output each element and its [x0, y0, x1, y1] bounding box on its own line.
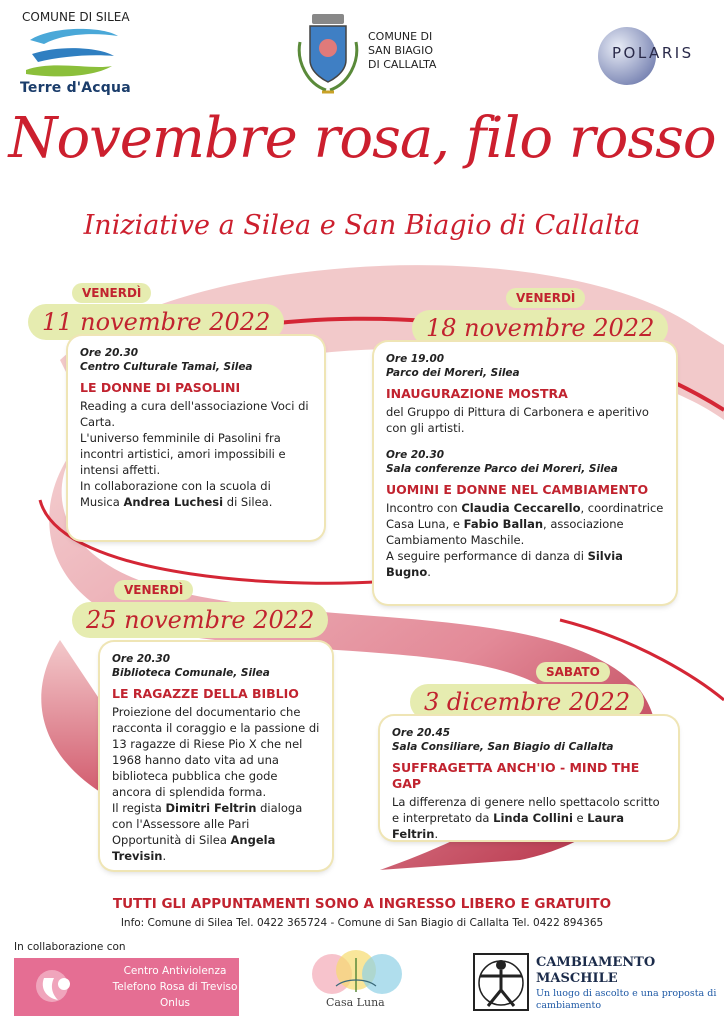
telefono-rosa-icon [30, 964, 90, 1010]
event1-title: LE DONNE DI PASOLINI [80, 380, 241, 395]
polaris-name: POLARIS [612, 44, 694, 62]
centro-antiviolenza-text: Centro Antiviolenza Telefono Rosa di Treviso Onlus [112, 965, 238, 1009]
event1-day: VENERDÌ [72, 283, 151, 303]
event2a-desc: del Gruppo di Pittura di Carbonera e aperitivo con gli artisti. [386, 405, 649, 435]
silea-name: COMUNE DI SILEA [22, 10, 130, 24]
casa-luna-name: Casa Luna [326, 996, 385, 1009]
event1-venue: Centro Culturale Tamai, Silea [80, 361, 253, 373]
event4-day: SABATO [536, 662, 610, 682]
event3-desc: Proiezione del documentario che racconta il coraggio e la passione di 13 ragazze di Riese Pio X che nel 1968 hanno dato vita ad una biblioteca pubblica che gode ancora di splendida forma. [112, 705, 320, 799]
event2a-time: Ore 19.00 [386, 353, 445, 365]
casa-luna-logo [296, 948, 418, 1000]
event2a-venue: Parco dei Moreri, Silea [386, 367, 520, 379]
event2b-title: UOMINI E DONNE NEL CAMBIAMENTO [386, 482, 649, 497]
sub-title: Iniziative a Silea e San Biagio di Callalta [83, 210, 641, 241]
event1-desc: In collaborazione con la scuola di Musica Andrea Luchesi di Silea. [80, 479, 273, 509]
event2b-time: Ore 20.30 [386, 449, 445, 461]
info-contacts: Info: Comune di Silea Tel. 0422 365724 - Comune di San Biagio di Callalta Tel. 0422 894365 [120, 917, 604, 929]
event3-day: VENERDÌ [114, 580, 193, 600]
event2-card [374, 342, 676, 604]
event4-desc: La differenza di genere nello spettacolo scritto e interpretato da Linda Collini e Laura Feltrin. [392, 795, 660, 841]
event2-day: VENERDÌ [506, 288, 585, 308]
event3-time: Ore 20.30 [112, 653, 171, 665]
event2b-desc: Incontro con Claudia Ceccarello, coordinatrice Casa Luna, e Fabio Ballan, associazione Cambiamento Maschile. [386, 501, 664, 547]
cambiamento-maschile-subtitle: Un luogo di ascolto e una proposta di cambiamento [536, 988, 717, 1011]
free-entry-notice: TUTTI GLI APPUNTAMENTI SONO A INGRESSO LIBERO E GRATUITO [112, 896, 612, 912]
event3-venue: Biblioteca Comunale, Silea [112, 667, 270, 679]
san-biagio-name: COMUNE DI SAN BIAGIO DI CALLALTA [368, 30, 437, 71]
event1-date: 11 novembre 2022 [28, 304, 284, 340]
terre-dacqua-text: Terre d'Acqua [20, 80, 131, 96]
san-biagio-crest-icon [296, 12, 360, 98]
vitruvian-man-icon [472, 952, 530, 1012]
collab-label: In collaborazione con [14, 941, 126, 953]
event4-time: Ore 20.45 [392, 727, 451, 739]
event3-title: LE RAGAZZE DELLA BIBLIO [112, 686, 299, 701]
cambiamento-maschile-title: CAMBIAMENTO MASCHILE [536, 955, 656, 986]
event3-desc: Il regista Dimitri Feltrin dialoga con l'Assessore alle Pari Opportunità di Silea Angela Trevisin. [112, 801, 303, 863]
event4-title: SUFFRAGETTA ANCH'IO - MIND THE GAP [392, 760, 640, 791]
event1-time: Ore 20.30 [80, 347, 139, 359]
event2a-title: INAUGURAZIONE MOSTRA [386, 386, 568, 401]
event1-desc: L'universo femminile di Pasolini fra incontri artistici, amori impossibili e intensi affetti. [80, 431, 286, 477]
event4-card [380, 716, 678, 840]
event3-date: 25 novembre 2022 [72, 602, 328, 638]
event1-card [68, 336, 324, 540]
event3-card [100, 642, 332, 870]
event2-date: 18 novembre 2022 [412, 310, 668, 346]
event2b-desc: A seguire performance di danza di Silvia Bugno. [386, 549, 623, 579]
event4-date: 3 dicembre 2022 [410, 684, 644, 720]
event1-desc: Reading a cura dell'associazione Voci di Carta. [80, 399, 309, 429]
main-title: Novembre rosa, filo rosso [8, 106, 716, 171]
event4-venue: Sala Consiliare, San Biagio di Callalta [392, 741, 614, 753]
terre-dacqua-logo [22, 26, 126, 80]
event2b-venue: Sala conferenze Parco dei Moreri, Silea [386, 463, 618, 475]
